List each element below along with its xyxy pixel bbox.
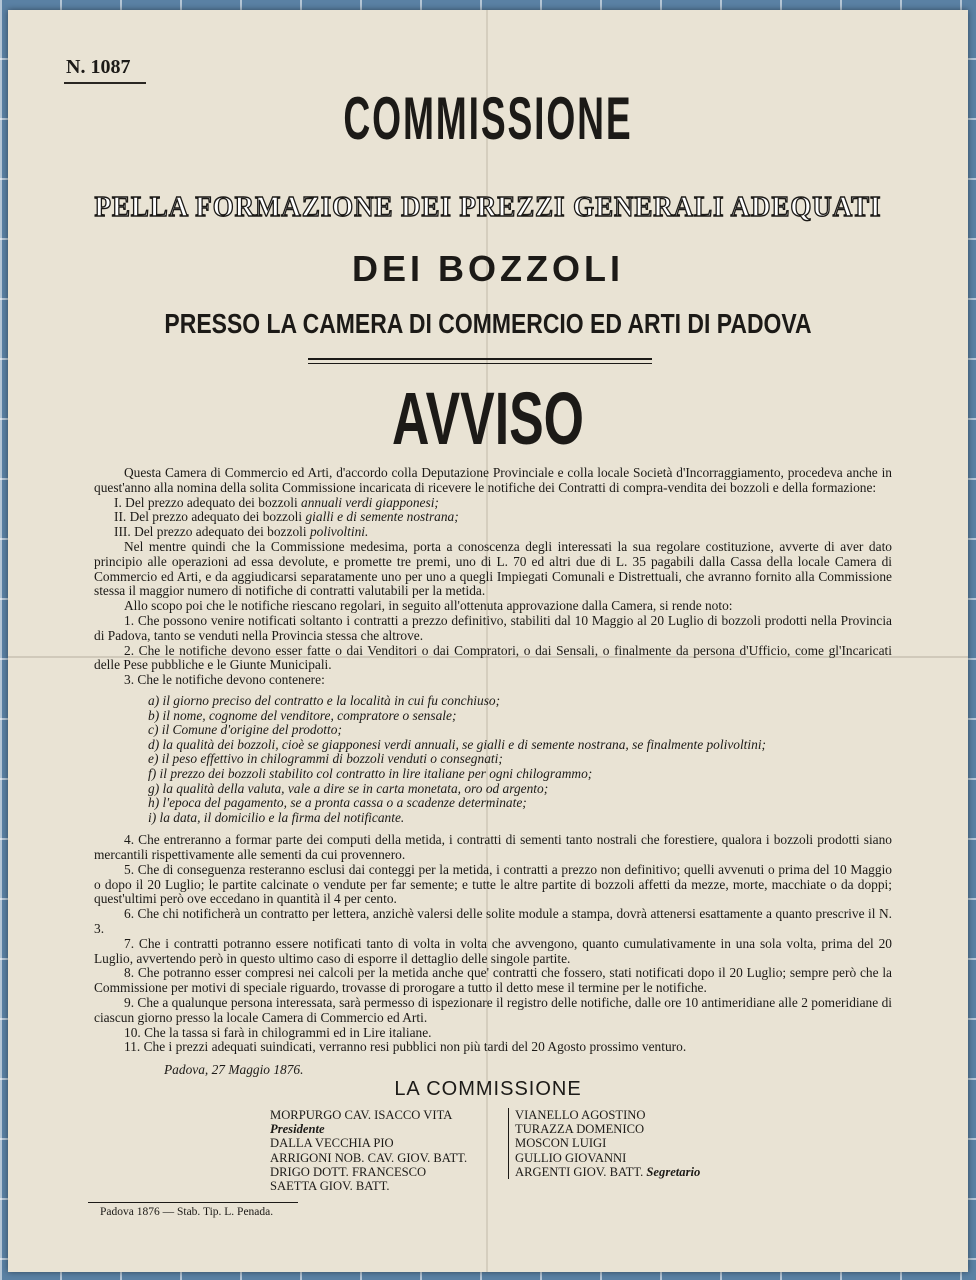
member-role: Presidente (270, 1122, 325, 1137)
subtitle-chamber: PRESSO LA CAMERA DI COMMERCIO ED ARTI DI PADOVA (164, 308, 812, 339)
price-item: II. Del prezzo adequato dei bozzoli gialli e di semente nostrana; (114, 509, 459, 525)
notice-body (94, 466, 892, 1078)
member-name: GULLIO GIOVANNI (515, 1150, 627, 1165)
rule-1: 1. Che possono venire notificati soltanto i contratti a prezzo definitivo, stabiliti dal 10 Maggio al 20 Luglio di bozzoli prodotti nella Provincia di Padova, tanto se venduti nella Provincia stessa che altrove. (94, 612, 892, 643)
rule-11: 11. Che i prezzi adequati suindicati, verranno resi pubblici non più tardi del 20 Agosto prossimo venturo. (124, 1039, 687, 1055)
member-name: MOSCON LUIGI (515, 1136, 607, 1151)
members-right-column (508, 1108, 735, 1179)
member-name: MORPURGO CAV. ISACCO VITA Presidente (270, 1108, 452, 1137)
prizes-paragraph: Nel mentre quindi che la Commissione medesima, porta a conoscenza degli interessati la sua regolare costituzione, avverte di aver dato principio alle operazioni ad essa devolute, e promette tre premi, uno di L. 70 ed altri due di L. 35 pagabili dalla Cassa della locale Camera di Commercio ed Arti, e da aggiudicarsi separatamente uno per uno a quegli Impiegati Comunali e Distrettuali, che avranno fornito alla Commissione stessa il maggior numero di notifiche di contratti valutabili per la metida. (94, 538, 892, 599)
price-list (94, 496, 892, 540)
list-item: g) la qualità della valuta, vale a dire se in carta monetata, oro od argento; (148, 780, 549, 796)
number-underline (64, 82, 146, 84)
member-name: ARRIGONI NOB. CAV. GIOV. BATT. (270, 1150, 468, 1165)
commission-heading: LA COMMISSIONE (394, 1078, 582, 1100)
rule-6: 6. Che chi notificherà un contratto per lettera, anzichè valersi delle solite module a stampa, dovrà attenersi esattamente a quanto prescrive il N. 3. (94, 906, 892, 937)
printer-rule (88, 1202, 298, 1203)
rule-9: 9. Che a qualunque persona interessata, sarà permesso di ispezionare il registro delle notifiche, dalle ore 10 antimeridiane alle 2 pomeridiane di ciascun giorno presso la locale Camera di Commercio ed Arti. (94, 995, 892, 1025)
rule-10: 10. Che la tassa si farà in chilogrammi ed in Lire italiane. (124, 1024, 432, 1040)
title-divider (308, 358, 652, 364)
members-left-column (270, 1108, 498, 1193)
rule-8: 8. Che potranno esser compresi nei calcoli per la metida anche que' contratti che fossero, stati notificati dopo il 20 Luglio; sempre però che la Commissione per motivi di speciale riguardo, trovasse di prorogare a tutto il detto mese il termine per le notifiche. (94, 965, 892, 996)
list-item: e) il peso effettivo in chilogrammi di bozzoli venduti o consegnati; (148, 751, 503, 767)
poster-sheet (8, 10, 968, 1272)
rule-7: 7. Che i contratti potranno essere notificati tanto di volta in volta che avvengono, quanto cumulativamente in una sola volta, prima del 20 Luglio, avvertendo però in questo ultimo caso di esporre il dettaglio delle singole partite. (94, 935, 892, 966)
list-item: i) la data, il domicilio e la firma del notificante. (148, 809, 405, 825)
printer-credit: Padova 1876 — Stab. Tip. L. Penada. (100, 1206, 274, 1218)
subtitle-bozzoli: DEI BOZZOLI (352, 248, 624, 289)
avviso-heading: AVVISO (392, 377, 584, 460)
rule-4: 4. Che entreranno a formar parte dei computi della metida, i contratti di sementi tanto nostrali che forestiere, qualora i bozzoli prodotti siano mercantili rispettivamente alle sementi da cui provennero. (94, 832, 892, 863)
member-name: SAETTA GIOV. BATT. (270, 1179, 390, 1194)
price-item: I. Del prezzo adequato dei bozzoli annuali verdi giapponesi; (114, 494, 439, 510)
list-item: h) l'epoca del pagamento, se a pronta cassa o a scadenze determinate; (148, 795, 527, 811)
intro-paragraph: Questa Camera di Commercio ed Arti, d'accordo colla Deputazione Provinciale e colla locale Società d'Incorraggiamento, procedeva anche in quest'anno alla nomina della solita Commissione incaricata di ricevere le notifiche dei Contratti di compra-vendita dei bozzoli e della formazione: (94, 465, 892, 495)
list-item: c) il Comune d'origine del prodotto; (148, 722, 342, 738)
list-item: f) il prezzo dei bozzoli stabilito col contratto in lire italiane per ogni chilogrammo; (148, 765, 593, 781)
member-role: Segretario (646, 1164, 701, 1179)
list-item: a) il giorno preciso del contratto e la località in cui fu conchiuso; (148, 692, 501, 708)
list-item: d) la qualità dei bozzoli, cioè se giapponesi verdi annuali, se gialli e di semente nostrana, se finalmente polivoltini; (148, 736, 766, 752)
issue-date: Padova, 27 Maggio 1876. (164, 1062, 304, 1078)
rule-2: 2. Che le notifiche devono esser fatte o dai Venditori o dai Compratori, o dai Sensali, o finalmente da persona d'Ufficio, come gl'Incaricati delle Pese pubbliche e le Giunte Municipali. (94, 642, 892, 673)
member-name: ARGENTI GIOV. BATT. Segretario (515, 1164, 701, 1179)
scope-paragraph: Allo scopo poi che le notifiche riescano regolari, in seguito all'ottenuta approvazione dalla Camera, si rende noto: (124, 598, 733, 614)
subtitle-formation: PELLA FORMAZIONE DEI PREZZI GENERALI ADEQUATI (94, 191, 882, 223)
poster-title: COMMISSIONE (343, 85, 633, 152)
member-name: VIANELLO AGOSTINO (515, 1108, 646, 1122)
document-number: N. 1087 (66, 56, 131, 78)
member-name: DRIGO DOTT. FRANCESCO (270, 1164, 427, 1179)
price-item: III. Del prezzo adequato dei bozzoli polivoltini. (114, 524, 369, 540)
rule-3: 3. Che le notifiche devono contenere: (124, 672, 325, 688)
required-fields-list (94, 694, 892, 825)
rule-5: 5. Che di conseguenza resteranno esclusi dai conteggi per la metida, i contratti a prezzo non definitivo; quelli avvenuti o prima del 10 Maggio o dopo il 20 Luglio; le partite calcinate o vendute per far semente; e tutte le altre partite di bozzoli affetti da mezze, morte, macchiate o da doppi; quest'ultimi però ove eccedano in quantità il 4 per cento. (94, 861, 892, 907)
member-name: TURAZZA DOMENICO (515, 1122, 645, 1137)
member-name: DALLA VECCHIA PIO (270, 1136, 394, 1151)
list-item: b) il nome, cognome del venditore, compratore o sensale; (148, 707, 457, 723)
